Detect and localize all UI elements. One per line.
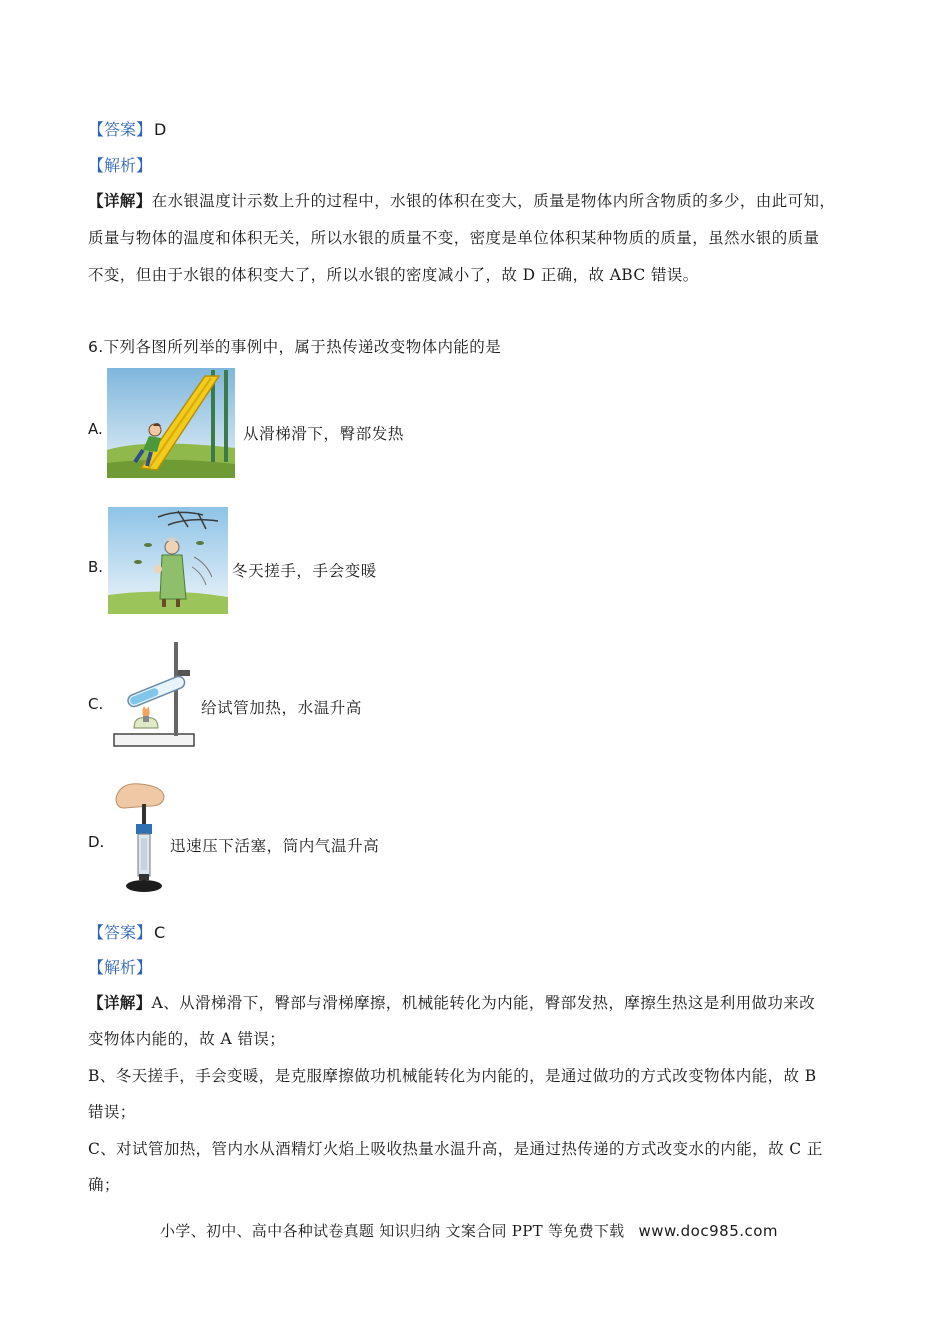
answer-value: C <box>154 923 166 942</box>
footer-text: 小学、初中、高中各种试卷真题 知识归纳 文案合同 PPT 等免费下载 <box>160 1222 625 1240</box>
option-b-text: 冬天搓手，手会变暖 <box>232 562 377 580</box>
answer-label: 【答案】 <box>88 923 153 942</box>
option-a-text: 从滑梯滑下，臀部发热 <box>243 425 405 443</box>
answer-label: 【答案】 <box>88 120 153 139</box>
question-6 <box>88 335 501 357</box>
option-d-letter: D. <box>88 833 105 851</box>
detail-line: 确； <box>88 1176 120 1194</box>
test-tube-heating-picture <box>110 640 200 752</box>
detail-label: 【详解】 <box>88 993 152 1012</box>
answer-line-1 <box>88 117 166 140</box>
detail-line: 【详解】在水银温度计示数上升的过程中，水银的体积在变大，质量是物体内所含物质的多少，由此可知， <box>88 191 836 210</box>
slide-picture <box>107 368 235 478</box>
option-c-text: 给试管加热，水温升高 <box>201 699 363 717</box>
answer-line-2 <box>88 920 165 943</box>
option-b-letter: B. <box>88 558 104 576</box>
question-text: 下列各图所列举的事例中，属于热传递改变物体内能的是 <box>103 338 502 356</box>
detail-line: 质量与物体的温度和体积无关，所以水银的质量不变，密度是单位体积某种物质的质量，虽然水银的质量 <box>88 229 820 247</box>
detail-line: 不变，但由于水银的体积变大了，所以水银的密度减小了，故 D 正确，故 ABC 错误。 <box>88 266 699 284</box>
detail-line: 【详解】A、从滑梯滑下，臀部与滑梯摩擦，机械能转化为内能，臀部发热，摩擦生热这是利用做功来改 <box>88 993 816 1012</box>
detail-line: 变物体内能的，故 A 错误； <box>88 1030 286 1048</box>
piston-pump-picture <box>110 778 170 898</box>
option-a-letter: A. <box>88 420 103 438</box>
analysis-label: 【解析】 <box>88 958 153 977</box>
analysis-label: 【解析】 <box>88 156 153 175</box>
detail-line: 错误； <box>88 1103 136 1121</box>
page-footer <box>160 1220 778 1241</box>
option-c-letter: C. <box>88 695 104 713</box>
answer-value: D <box>154 120 167 139</box>
detail-line: B、冬天搓手，手会变暖，是克服摩擦做功机械能转化为内能的，是通过做功的方式改变物体内能，故 B <box>88 1067 817 1085</box>
detail-label: 【详解】 <box>88 191 152 210</box>
question-number: 6. <box>88 338 104 356</box>
rubbing-hands-picture <box>108 507 228 614</box>
detail-line: C、对试管加热，管内水从酒精灯火焰上吸收热量水温升高，是通过热传递的方式改变水的内能，故 C 正 <box>88 1140 823 1158</box>
option-d-text: 迅速压下活塞，筒内气温升高 <box>170 837 380 855</box>
footer-link[interactable]: www.doc985.com <box>638 1222 779 1240</box>
